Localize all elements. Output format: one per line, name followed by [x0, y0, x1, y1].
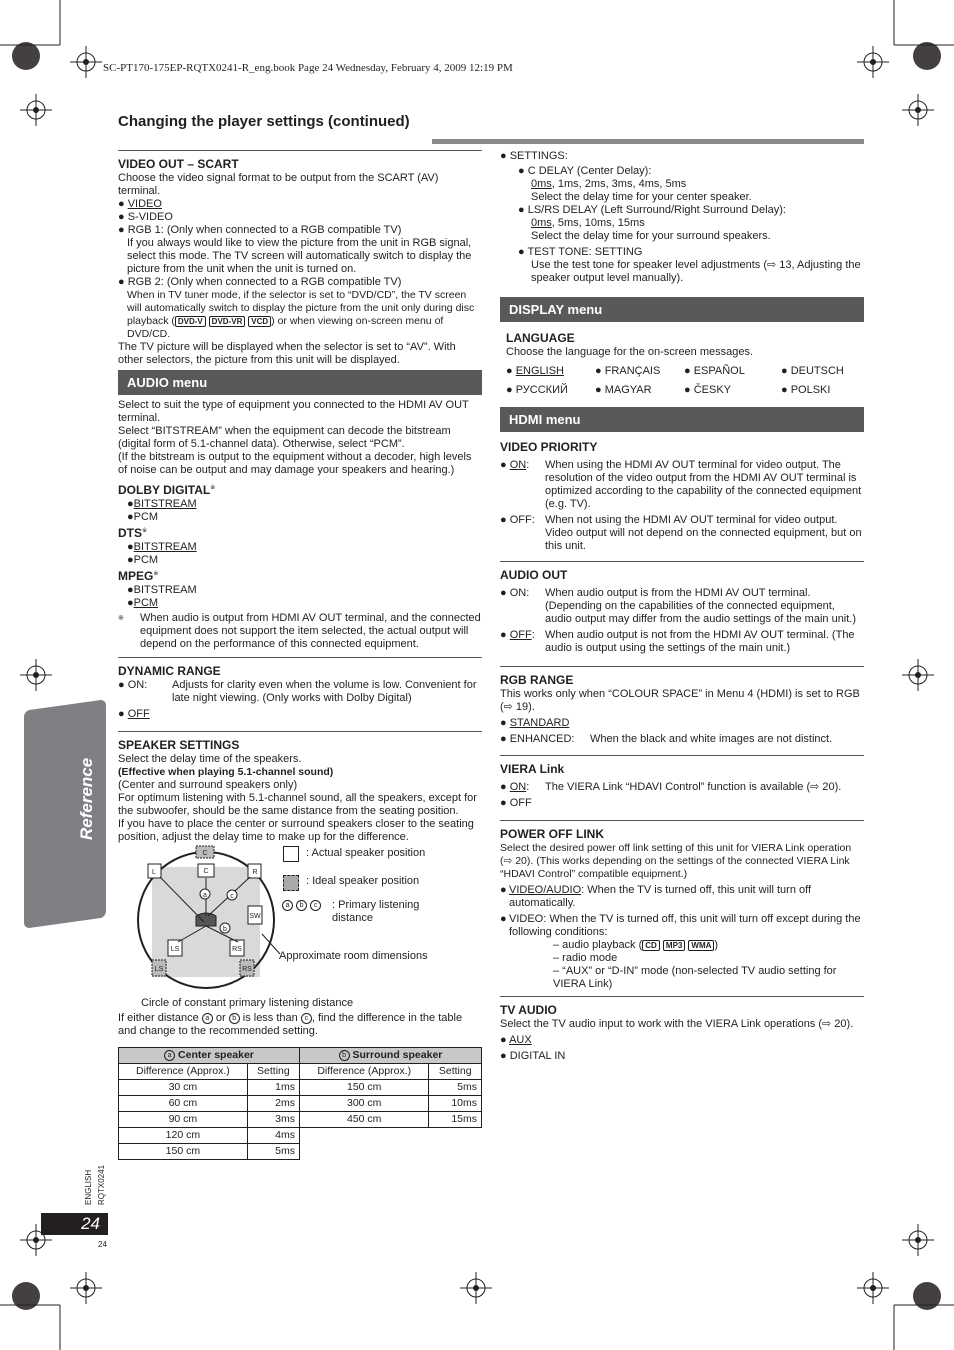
setting-cell: 5ms — [429, 1080, 482, 1096]
mpeg-bitstream: ●BITSTREAM — [127, 584, 197, 596]
center-table-row — [119, 1112, 300, 1128]
footer-code: RQTX0241 — [97, 1164, 106, 1205]
video-priority-title: VIDEO PRIORITY — [500, 440, 598, 454]
speaker-line-4: For optimum listening with 5.1-channel sound, all the speakers, except for the subwoofer, should be the same distance from the seating position. — [118, 792, 477, 817]
surround-delay-table: b Surround speaker Difference (Approx.) Setting 150 cm 5ms 300 cm 10ms 450 cm 15ms — [299, 1047, 482, 1128]
legend-distance-marks: a b c — [282, 899, 321, 912]
left-column — [118, 150, 482, 844]
rgb2-desc: When in TV tuner mode, if the selector is set to “DVD/CD”, the TV screen will automatically switch to display the picture from the unit only during disc playback ( DVD-V DVD-VR VCD ) or when viewing on-screen menu of DVD/CD. — [127, 289, 475, 340]
setting-cell: 5ms — [247, 1144, 299, 1160]
difference-cell: 120 cm — [119, 1128, 248, 1144]
audio-intro-3: (If the bitstream is output to the equipment without a decoder, high levels of noise can be output and may damage your speakers and hearing.) — [118, 451, 472, 476]
label-sw: SW — [249, 913, 261, 920]
badge-cd: CD — [642, 940, 660, 951]
legend-room: Approximate room dimensions — [279, 950, 428, 962]
speaker-line-5: If you have to place the center or surround speakers closer to the seating position, adjust the delay time to make up for the difference. — [118, 818, 474, 843]
pol-cond-1: – audio playback ( CD MP3 WMA ) — [553, 939, 719, 951]
display-menu-band: DISPLAY menu — [500, 297, 864, 322]
difference-cell: 30 cm — [119, 1080, 248, 1096]
actual-speaker-swatch — [283, 846, 299, 862]
difference-cell: 450 cm — [300, 1112, 429, 1128]
center-table-row — [119, 1080, 300, 1096]
tv-audio-aux: ● AUX — [500, 1034, 532, 1046]
language-option: ● MAGYAR — [595, 384, 652, 396]
pol-video-audio: ● VIDEO/AUDIO: When the TV is turned off, this unit will turn off automatically. — [500, 884, 812, 909]
surround-table-row — [300, 1080, 482, 1096]
audio-out-title: AUDIO OUT — [500, 568, 568, 582]
audio-intro-1: Select to suit the type of equipment you connected to the HDMI AV OUT terminal. — [118, 399, 469, 424]
dts-bitstream: ●BITSTREAM — [127, 541, 197, 553]
setting-cell: 10ms — [429, 1096, 482, 1112]
dts-title: DTS※ — [118, 526, 148, 540]
speaker-line-3: (Center and surround speakers only) — [118, 779, 298, 791]
ls-delay: ● LS/RS DELAY (Left Surround/Right Surround Delay): — [518, 204, 786, 216]
power-off-link-title: POWER OFF LINK — [500, 827, 604, 841]
video-out-intro: Choose the video signal format to be output from the SCART (AV) terminal. — [118, 172, 439, 197]
mpeg-title: MPEG※ — [118, 569, 159, 583]
pol-cond-3: – “AUX” or “D-IN” mode (non-selected TV audio setting for VIERA Link) — [553, 965, 837, 990]
speaker-line-1: Select the delay time of the speakers. — [118, 753, 302, 765]
difference-cell: 150 cm — [300, 1080, 429, 1096]
difference-cell: 300 cm — [300, 1096, 429, 1112]
label-l: L — [152, 869, 156, 876]
pol-cond-2: – radio mode — [553, 952, 618, 964]
setting-cell: 2ms — [247, 1096, 299, 1112]
language-option: ● ČESKY — [684, 384, 731, 396]
rgb1-desc: If you always would like to view the picture from the unit in RGB signal, select this mode. The TV screen will automatically switch to display the picture from the unit when the unit is turned on. — [127, 237, 472, 275]
language-option: ● DEUTSCH — [781, 365, 844, 377]
language-option: ● ENGLISH — [506, 365, 564, 377]
label-rs: RS — [232, 946, 242, 953]
viera-off: ● OFF — [500, 797, 532, 809]
video-out-title: VIDEO OUT – SCART — [118, 157, 239, 171]
difference-cell: 90 cm — [119, 1112, 248, 1128]
dolby-pcm: ●PCM — [127, 511, 159, 523]
option-video: ● VIDEO — [118, 198, 162, 210]
hdmi-menu-band: HDMI menu — [500, 407, 864, 432]
badge-dvd-vr: DVD-VR — [209, 316, 246, 327]
rgb-range-desc: This works only when “COLOUR SPACE” in Menu 4 (HDMI) is set to RGB (⇨ 19). — [500, 688, 860, 713]
dynamic-range-off: ● OFF — [118, 708, 150, 720]
either-distance-text: If either distance a or b is less than c , find the difference in the table and change to the recommended setting. — [118, 1012, 463, 1037]
language-grid — [500, 365, 864, 397]
difference-cell: 60 cm — [119, 1096, 248, 1112]
option-rgb2: ● RGB 2: (Only when connected to a RGB compatible TV) — [118, 276, 402, 288]
setting-cell: 4ms — [247, 1128, 299, 1144]
surround-table-row — [300, 1096, 482, 1112]
video-out-note: The TV picture will be displayed when the selector is set to “AV”. With other selectors, the picture from this unit will be displayed. — [118, 341, 456, 366]
rgb-range-title: RGB RANGE — [500, 673, 574, 687]
badge-mp3: MP3 — [663, 940, 685, 951]
legend-ideal: : Ideal speaker position — [306, 875, 420, 887]
center-table-row — [119, 1096, 300, 1112]
test-tone: ● TEST TONE: SETTING — [518, 246, 643, 258]
ls-delay-desc: Select the delay time for your surround speakers. — [531, 230, 771, 242]
label-ls: LS — [170, 946, 180, 953]
center-table-head: a Center speaker — [119, 1048, 300, 1064]
c-delay-options: 0ms, 1ms, 2ms, 3ms, 4ms, 5ms — [531, 178, 687, 190]
setting-cell: 3ms — [247, 1112, 299, 1128]
video-priority-off: ● OFF: When not using the HDMI AV OUT terminal for video output. Video output will not depend on the connected equipment, but on this unit. — [500, 514, 862, 552]
mpeg-pcm: ●PCM — [127, 597, 159, 609]
label-ls-ideal: LS — [154, 966, 164, 973]
badge-vcd: VCD — [248, 316, 271, 327]
audio-menu-band: AUDIO menu — [118, 370, 482, 395]
dolby-title: DOLBY DIGITAL※ — [118, 483, 216, 497]
pol-video: ● VIDEO: When the TV is turned off, this unit will turn off except during the following conditions: — [500, 913, 861, 938]
ideal-speaker-swatch — [283, 875, 299, 891]
badge-dvd-v: DVD-V — [175, 316, 206, 327]
book-header: SC-PT170-175EP-RQTX0241-R_eng.book Page 24 Wednesday, February 4, 2009 12:19 PM — [103, 62, 513, 74]
audio-footnote: ※ When audio is output from HDMI AV OUT terminal, and the connected equipment does not support the item selected, the actual output will depend on the performance of this connected equipment. — [118, 612, 481, 650]
badge-wma: WMA — [688, 940, 714, 951]
page-number-small: 24 — [98, 1240, 107, 1249]
page-number-box: 24 — [41, 1213, 108, 1235]
title-rule — [432, 139, 864, 144]
rgb-standard: ● STANDARD — [500, 717, 570, 729]
language-option: ● FRANÇAIS — [595, 365, 661, 377]
surround-table-row — [300, 1112, 482, 1128]
speaker-settings-title: SPEAKER SETTINGS — [118, 738, 240, 752]
language-desc: Choose the language for the on-screen messages. — [506, 346, 754, 358]
tv-audio-desc: Select the TV audio input to work with the VIERA Link operations (⇨ 20). — [500, 1018, 854, 1030]
viera-link-title: VIERA Link — [500, 762, 565, 776]
setting-cell: 15ms — [429, 1112, 482, 1128]
dynamic-range-title: DYNAMIC RANGE — [118, 664, 221, 678]
label-rs-ideal: RS — [242, 966, 252, 973]
center-table-row — [119, 1144, 300, 1160]
surround-table-head: b Surround speaker — [300, 1048, 482, 1064]
speaker-line-2: (Effective when playing 5.1-channel sound) — [118, 766, 334, 778]
circle-caption: Circle of constant primary listening distance — [141, 997, 354, 1009]
legend-primary: : Primary listening distance — [332, 899, 420, 924]
center-table-row — [119, 1128, 300, 1144]
footer-language: ENGLISH — [84, 1169, 93, 1205]
dist-a: a — [203, 892, 207, 899]
legend-actual: : Actual speaker position — [306, 847, 426, 859]
difference-cell: 150 cm — [119, 1144, 248, 1160]
right-column — [500, 150, 864, 1063]
video-priority-on: ● ON: When using the HDMI AV OUT terminal for video output. The resolution of the video output from the HDMI AV OUT terminal is optimized according to the capability of the connected equipment (e.g. TV). — [500, 459, 862, 510]
ls-delay-options: 0ms, 5ms, 10ms, 15ms — [531, 217, 645, 229]
speaker-diagram — [130, 842, 300, 992]
option-svideo: ● S-VIDEO — [118, 211, 173, 223]
dist-b: b — [223, 926, 227, 933]
audio-intro-2: Select “BITSTREAM” when the equipment can decode the bitstream (digital form of 5.1-channel data). Otherwise, select “PCM”. — [118, 425, 451, 450]
center-delay-table: a Center speaker Difference (Approx.) Setting 30 cm 1ms 60 cm 2ms 90 cm 3ms 120 cm 4ms 150 cm 5ms — [118, 1047, 300, 1160]
language-option: ● POLSKI — [781, 384, 831, 396]
option-rgb1: ● RGB 1: (Only when connected to a RGB compatible TV) — [118, 224, 402, 236]
test-tone-desc: Use the test tone for speaker level adjustments (⇨ 13, Adjusting the speaker output level manually). — [531, 259, 861, 284]
reference-tab-label: Reference — [77, 757, 96, 840]
dist-c: c — [230, 893, 234, 900]
setting-cell: 1ms — [247, 1080, 299, 1096]
language-title: LANGUAGE — [506, 331, 575, 345]
audio-out-on: ● ON: When audio output is from the HDMI AV OUT terminal. (Depending on the capabilities of the connected equipment, audio output may differ from the audio settings of the main unit.) — [500, 587, 857, 625]
language-option: ● РУССКИЙ — [506, 384, 568, 396]
audio-out-off: ● OFF: When audio output is not from the HDMI AV OUT terminal. (The audio is output using the settings of the main unit.) — [500, 629, 855, 654]
rgb-enhanced: ● ENHANCED: When the black and white images are not distinct. — [500, 733, 833, 745]
dts-pcm: ●PCM — [127, 554, 159, 566]
tv-audio-digital-in: ● DIGITAL IN — [500, 1050, 566, 1062]
c-delay: ● C DELAY (Center Delay): — [518, 165, 652, 177]
language-option: ● ESPAÑOL — [684, 365, 745, 377]
dolby-bitstream: ●BITSTREAM — [127, 498, 197, 510]
page-title: Changing the player settings (continued) — [118, 113, 410, 130]
label-r: R — [252, 869, 258, 876]
label-c: C — [203, 868, 209, 875]
dynamic-range-on: ● ON: Adjusts for clarity even when the volume is low. Convenient for late night viewing. (Only works with Dolby Digital) — [118, 679, 477, 704]
power-off-link-desc: Select the desired power off link setting of this unit for VIERA Link operation (⇨ 20). (This works depending on the settings of the connected VIERA Link “HDAVI Control” compatible equipment.) — [500, 842, 852, 880]
label-c-ideal: C — [202, 850, 208, 857]
viera-on: ● ON: The VIERA Link “HDAVI Control” function is available (⇨ 20). — [500, 781, 842, 793]
settings-label: ● SETTINGS: — [500, 150, 568, 162]
tv-audio-title: TV AUDIO — [500, 1003, 557, 1017]
c-delay-desc: Select the delay time for your center speaker. — [531, 191, 752, 203]
